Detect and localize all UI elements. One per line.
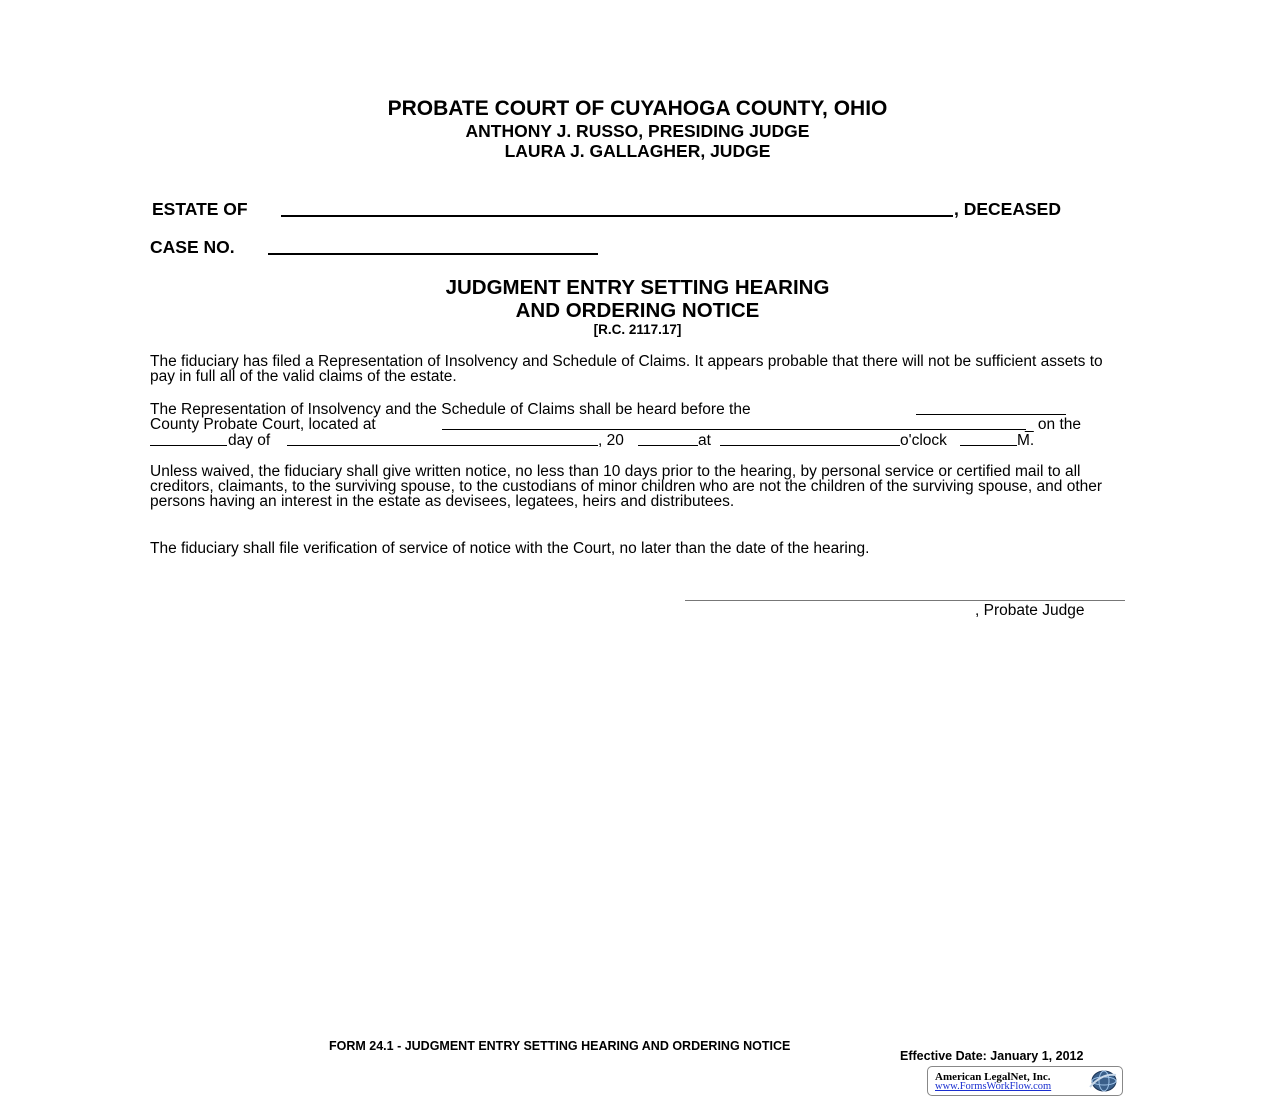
globe-icon: [1086, 1069, 1118, 1093]
form-title-footer: FORM 24.1 - JUDGMENT ENTRY SETTING HEARING AND ORDERING NOTICE: [329, 1039, 791, 1053]
judge-signature-field[interactable]: [685, 600, 1125, 601]
hearing-line1-text: The Representation of Insolvency and the Schedule of Claims shall be heard before the: [150, 401, 751, 418]
month-field[interactable]: [287, 445, 598, 446]
time-field[interactable]: [720, 445, 900, 446]
court-name: PROBATE COURT OF CUYAHOGA COUNTY, OHIO: [387, 97, 888, 120]
location-field[interactable]: [442, 429, 1026, 430]
m-label: M.: [1017, 432, 1035, 449]
county-probate-label: County Probate Court, located at: [150, 416, 376, 433]
paragraph-insolvency: [150, 354, 1110, 384]
day-of-label: day of: [228, 432, 271, 449]
judge-name: LAURA J. GALLAGHER, JUDGE: [504, 141, 771, 161]
case-no-label: CASE NO.: [150, 237, 235, 257]
paragraph-insolvency-text: The fiduciary has filed a Representation of Insolvency and Schedule of Claims. It appears probable that there will not be sufficient assets to pay in full all of the valid claims of the estate.: [150, 353, 1103, 385]
year-prefix-label: , 20: [598, 432, 624, 449]
on-the-label: _ on the: [1025, 416, 1082, 433]
oclock-label: o'clock: [900, 432, 947, 449]
brand-url-link[interactable]: www.FormsWorkFlow.com: [935, 1081, 1052, 1092]
deceased-label: , DECEASED: [954, 199, 1061, 219]
presiding-judge: ANTHONY J. RUSSO, PRESIDING JUDGE: [465, 121, 810, 141]
statute-reference: [R.C. 2117.17]: [593, 322, 682, 337]
paragraph-verification-text: The fiduciary shall file verification of service of notice with the Court, no later than the date of the hearing.: [150, 540, 870, 557]
probate-judge-label: , Probate Judge: [975, 602, 1085, 619]
paragraph-notice: [150, 464, 1110, 509]
at-label: at: [698, 432, 711, 449]
paragraph-notice-text: Unless waived, the fiduciary shall give written notice, no less than 10 days prior to the hearing, by personal service or certified mail to all creditors, claimants, to the surviving spouse, to the custodians of minor children who are not the children of the surviving spouse, and other persons having an interest in the estate as devisees, legatees, heirs and distributees.: [150, 463, 1103, 510]
case-no-field[interactable]: [268, 253, 598, 255]
document-title-line1: JUDGMENT ENTRY SETTING HEARING: [445, 276, 830, 299]
document-title-line2: AND ORDERING NOTICE: [515, 299, 760, 322]
brand-name: American LegalNet, Inc.: [935, 1071, 1051, 1083]
effective-date: Effective Date: January 1, 2012: [900, 1049, 1084, 1063]
estate-name-field[interactable]: [281, 215, 953, 217]
year-field[interactable]: [638, 445, 698, 446]
day-field[interactable]: [150, 445, 227, 446]
estate-of-label: ESTATE OF: [152, 199, 248, 219]
paragraph-verification: [150, 541, 1110, 556]
county-field[interactable]: [916, 414, 1066, 415]
am-pm-field[interactable]: [960, 445, 1017, 446]
american-legalnet-logo[interactable]: [927, 1066, 1123, 1096]
